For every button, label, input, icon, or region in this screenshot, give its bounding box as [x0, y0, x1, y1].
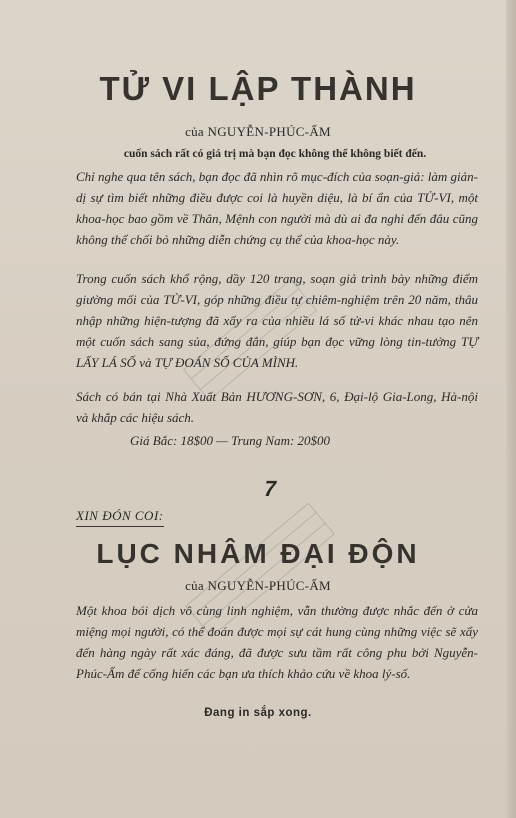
coming-soon-label: XIN ĐÓN COI:: [76, 508, 164, 527]
book-tagline: cuốn sách rất có giá trị mà bạn đọc không thể không biết đến.: [123, 148, 427, 160]
description-paragraph: Trong cuốn sách khổ rộng, dầy 120 trang, soạn giả trình bày những điểm giường mối của TỬ-VI, góp những điều tự chiêm-nghiệm trên 20 năm, thâu nhập những hiện-tượng đã xẩy ra của nhiều lá số tử-vi khác nhau tạo nên một cuốn sách sang sủa, đứng đắn, giúp bạn đọc vững lòng tin-tưởng TỰ LẤY LÁ SỐ và TỰ ĐOÁN SỐ CỦA MÌNH.: [76, 271, 478, 370]
description-paragraph: Chỉ nghe qua tên sách, bạn đọc đã nhìn rõ mục-đích của soạn-giả: làm giản-dị sự tìm biết những điều được coi là huyền diệu, là bí ẩn của TỬ-VI, một khoa-học bao gồm về Thân, Mệnh con người mà dù ai đa nghi đến đâu cũng không thể chối bỏ những diễn chứng cụ thể của khoa-học này.: [76, 169, 478, 247]
book-title: LỤC NHÂM ĐẠI ĐỘN: [96, 538, 420, 569]
book-author: của NGUYỄN-PHÚC-ẤM: [185, 124, 331, 139]
printing-status: Đang in sắp xong.: [204, 707, 312, 719]
page-edge: [506, 0, 516, 818]
book-author: của NGUYỄN-PHÚC-ẤM: [185, 578, 331, 593]
description-paragraph: Một khoa bói dịch vô cùng linh nghiệm, vẫn thường được nhắc đến ở cửa miệng mọi người, có thể đoán được mọi sự cát hung cùng những việc sẽ xẩy đến hàng ngày rất xác đáng, đã được sưu tầm rất công phu bởi Nguyễn-Phúc-Ấm để cống hiến các bạn ưa thích khảo cứu về khoa lý-số.: [76, 603, 478, 681]
separator-mark: 7: [261, 476, 280, 501]
book-title: TỬ VI LẬP THÀNH: [99, 70, 417, 107]
price-line: Giá Bắc: 18$00 — Trung Nam: 20$00: [130, 433, 331, 448]
sales-location-paragraph: Sách có bán tại Nhà Xuất Bản HƯƠNG-SƠN, 6, Đại-lộ Gia-Long, Hà-nội và khắp các hiệu sách.: [76, 389, 478, 425]
